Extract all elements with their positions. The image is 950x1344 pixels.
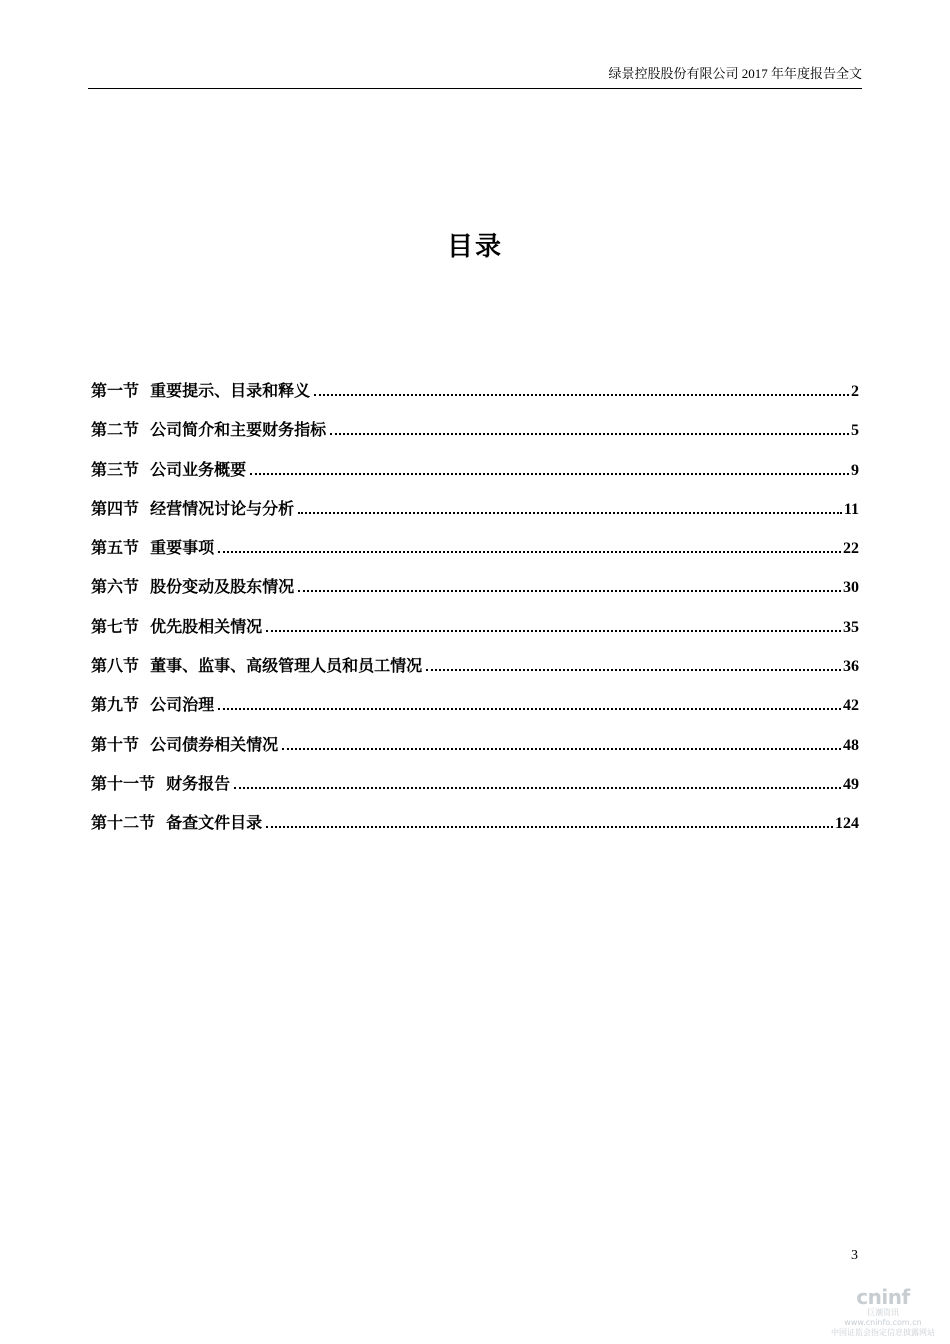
toc-leader-dots bbox=[218, 707, 841, 710]
toc-entry-label: 第六节 股份变动及股东情况 bbox=[91, 577, 295, 597]
toc-leader-dots bbox=[250, 472, 849, 475]
toc-leader-dots bbox=[298, 511, 842, 514]
watermark-org: 中国证监会指定信息披露网站 bbox=[831, 1328, 935, 1337]
page-title: 目录 bbox=[446, 232, 503, 262]
toc-entry[interactable] bbox=[91, 574, 859, 613]
toc-leader-dots bbox=[426, 668, 841, 671]
toc-entry-page: 9 bbox=[851, 461, 859, 479]
toc-entry[interactable] bbox=[91, 378, 859, 417]
toc-entry-page: 11 bbox=[843, 500, 859, 518]
toc-entry[interactable] bbox=[91, 692, 859, 731]
page-header bbox=[88, 66, 862, 89]
toc-leader-dots bbox=[266, 629, 841, 632]
watermark-name: 巨潮资讯 bbox=[867, 1308, 899, 1317]
toc-entry-page: 35 bbox=[843, 618, 859, 636]
page-number: 3 bbox=[851, 1248, 858, 1263]
toc-entry-page: 124 bbox=[835, 815, 859, 833]
toc-leader-dots bbox=[282, 747, 841, 750]
toc-leader-dots bbox=[266, 825, 833, 828]
toc-entry-label: 第九节 公司治理 bbox=[91, 695, 215, 715]
header-text: 绿景控股股份有限公司 2017 年年度报告全文 bbox=[608, 66, 862, 81]
toc-entry[interactable] bbox=[91, 457, 859, 496]
toc-entry-label: 第五节 重要事项 bbox=[91, 538, 215, 558]
toc-entry-page: 48 bbox=[843, 736, 859, 754]
toc-entry[interactable] bbox=[91, 417, 859, 456]
toc-entry-page: 5 bbox=[851, 422, 859, 440]
watermark-logo: cninf bbox=[856, 1285, 910, 1309]
toc-entry-page: 2 bbox=[851, 383, 859, 400]
toc-entry[interactable] bbox=[91, 810, 859, 849]
toc-entry[interactable] bbox=[91, 496, 859, 535]
toc-leader-dots bbox=[330, 432, 849, 435]
toc-leader-dots bbox=[314, 393, 849, 396]
toc-entry-label: 第一节 重要提示、目录和释义 bbox=[91, 381, 311, 400]
toc-entry[interactable] bbox=[91, 771, 859, 810]
toc-entry-page: 49 bbox=[843, 775, 859, 793]
toc-entry-label: 第十二节 备查文件目录 bbox=[91, 813, 263, 833]
toc-entry[interactable] bbox=[91, 535, 859, 574]
toc-entry-label: 第七节 优先股相关情况 bbox=[91, 616, 263, 636]
toc-entry-page: 30 bbox=[843, 579, 859, 597]
toc-leader-dots bbox=[234, 786, 841, 789]
toc-leader-dots bbox=[298, 589, 841, 592]
toc-entry[interactable] bbox=[91, 614, 859, 653]
toc-entry-label: 第十一节 财务报告 bbox=[91, 773, 231, 793]
toc-entry-label: 第二节 公司简介和主要财务指标 bbox=[91, 420, 327, 440]
toc-leader-dots bbox=[218, 550, 841, 553]
toc-entry-label: 第八节 董事、监事、高级管理人员和员工情况 bbox=[91, 656, 423, 676]
toc-entry-label: 第四节 经营情况讨论与分析 bbox=[91, 498, 295, 518]
toc-entry-label: 第十节 公司债券相关情况 bbox=[91, 734, 279, 754]
toc-entry[interactable] bbox=[91, 653, 859, 692]
table-of-contents bbox=[91, 378, 859, 850]
cninfo-watermark bbox=[828, 1286, 938, 1338]
toc-entry[interactable] bbox=[91, 732, 859, 771]
toc-entry-page: 36 bbox=[843, 658, 859, 676]
toc-entry-page: 22 bbox=[843, 540, 859, 558]
toc-entry-label: 第三节 公司业务概要 bbox=[91, 459, 247, 479]
watermark-url: www.cninfo.com.cn bbox=[844, 1318, 922, 1327]
toc-entry-page: 42 bbox=[843, 697, 859, 715]
